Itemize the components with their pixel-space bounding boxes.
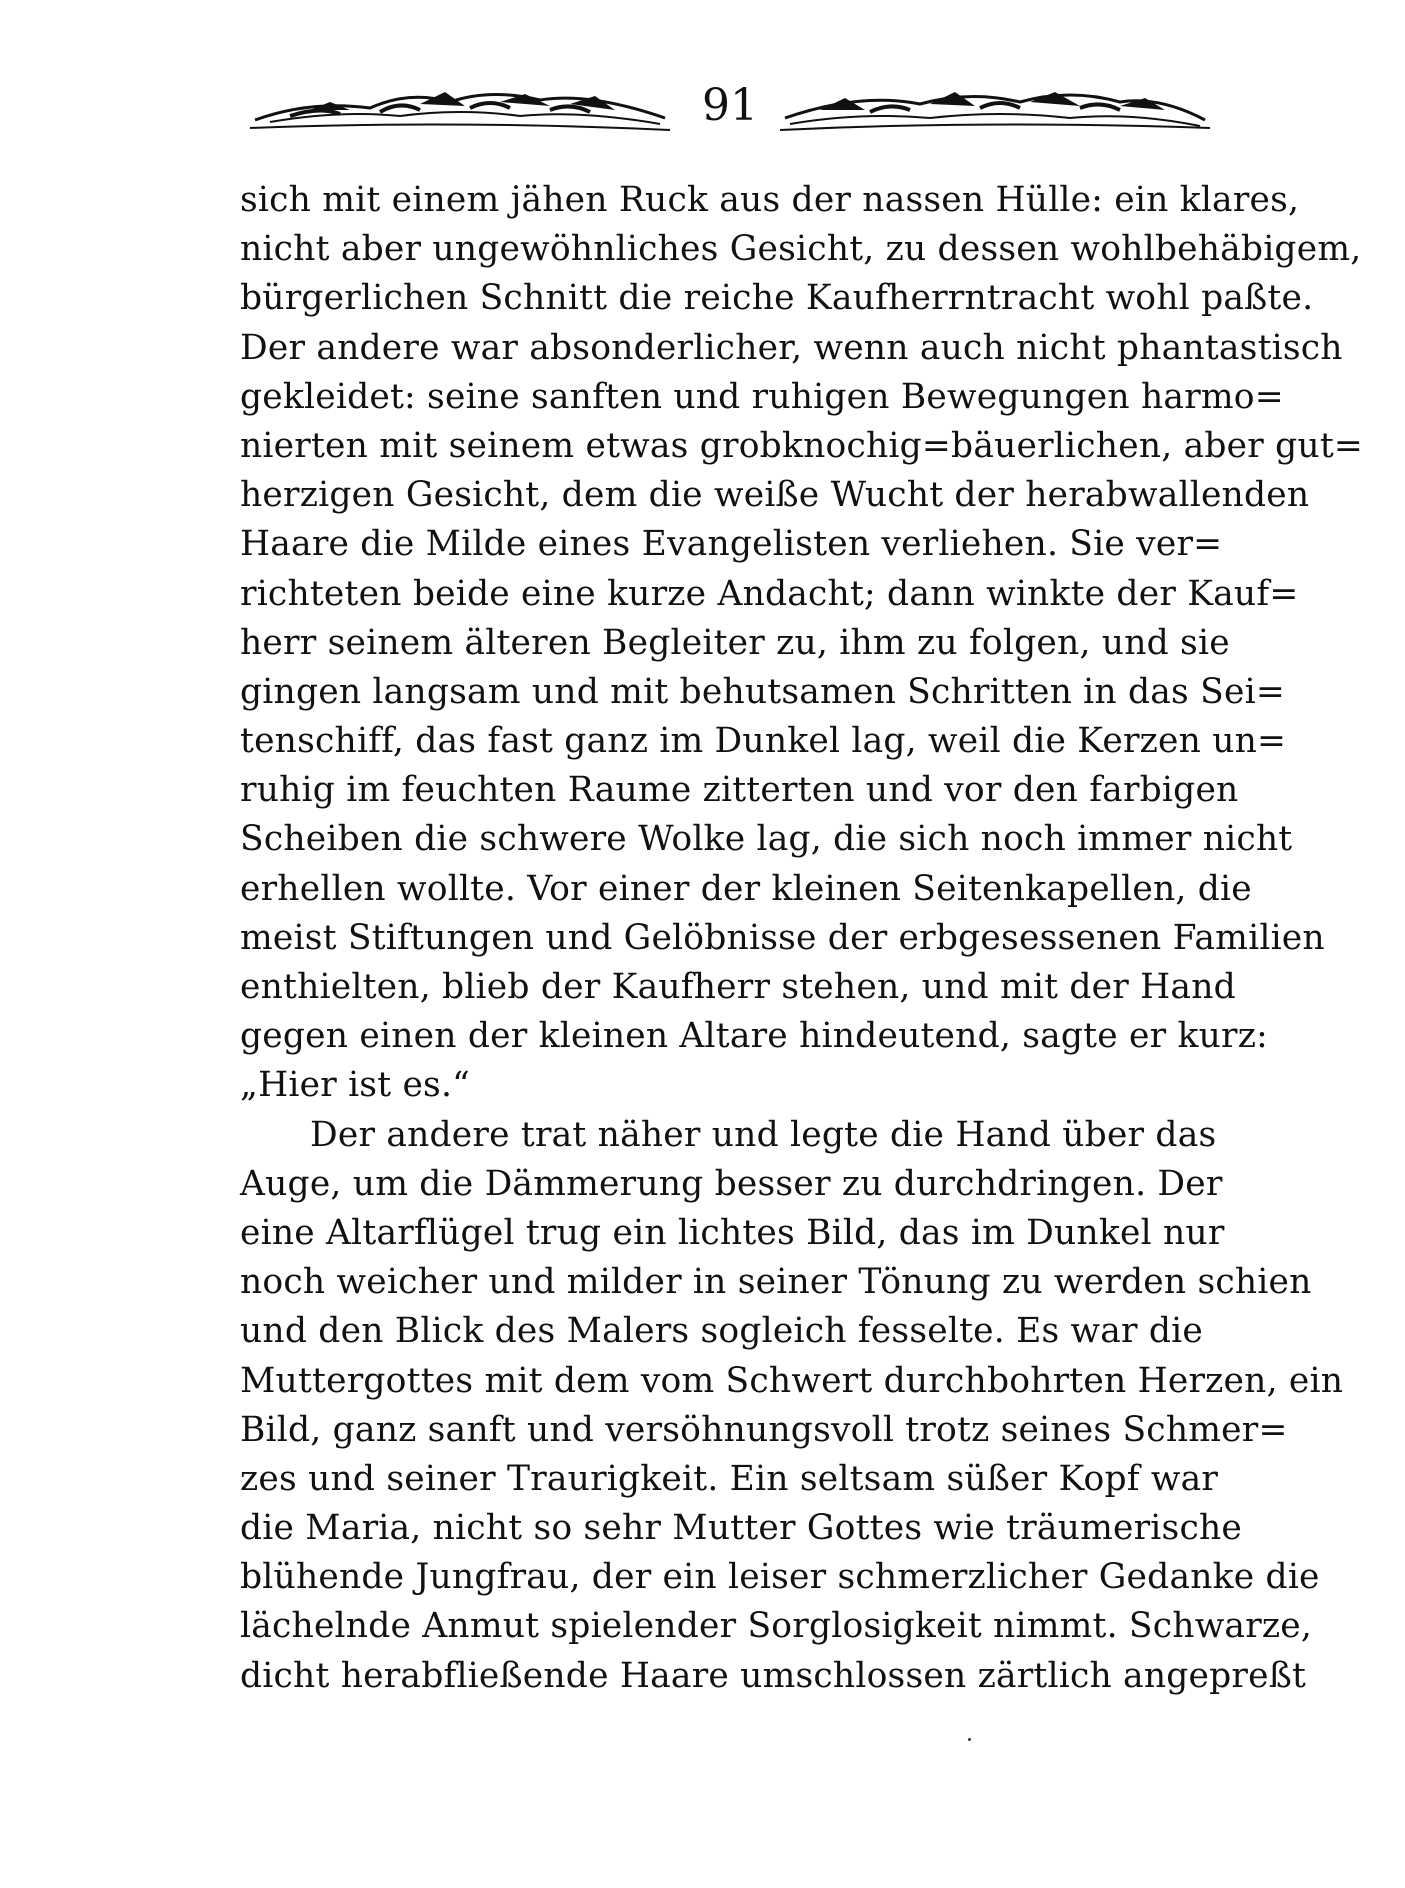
- text-line: herr seinem älteren Begleiter zu, ihm zu folgen, und sie: [240, 622, 1230, 663]
- text-line: die Maria, nicht so sehr Mutter Gottes wie träumerische: [240, 1508, 1242, 1549]
- text-line: eine Altarflügel trug ein lichtes Bild, das im Dunkel nur: [240, 1212, 1225, 1253]
- text-line: Muttergottes mit dem vom Schwert durchbohrten Herzen, ein: [240, 1360, 1344, 1401]
- text-line: lächelnde Anmut spielender Sorglosigkeit nimmt. Schwarze,: [240, 1606, 1313, 1647]
- text-line: blühende Jungfrau, der ein leiser schmerzlicher Gedanke die: [240, 1557, 1320, 1598]
- text-line: nicht aber ungewöhnliches Gesicht, zu dessen wohlbehäbigem,: [240, 229, 1362, 270]
- text-line: herzigen Gesicht, dem die weiße Wucht der herabwallenden: [240, 475, 1310, 516]
- text-line: meist Stiftungen und Gelöbnisse der erbgesessenen Familien: [240, 917, 1325, 958]
- text-line: tenschiff, das fast ganz im Dunkel lag, weil die Kerzen un=: [240, 721, 1287, 762]
- text-line: gingen langsam und mit behutsamen Schritten in das Sei=: [240, 671, 1285, 712]
- text-line: gekleidet: seine sanften und ruhigen Bewegungen harmo=: [240, 376, 1284, 417]
- text-line: enthielten, blieb der Kaufherr stehen, und mit der Hand: [240, 967, 1236, 1007]
- text-line: Auge, um die Dämmerung besser zu durchdringen. Der: [240, 1163, 1223, 1204]
- text-line: dicht herabfließende Haare umschlossen zärtlich angepreßt: [240, 1655, 1307, 1696]
- page-header: [250, 70, 1210, 140]
- text-line: Bild, ganz sanft und versöhnungsvoll trotz seines Schmer=: [240, 1409, 1288, 1450]
- right-ornament-icon: [780, 80, 1210, 140]
- text-line: noch weicher und milder in seiner Tönung zu werden schien: [240, 1262, 1312, 1303]
- text-line: Haare die Milde eines Evangelisten verliehen. Sie ver=: [240, 524, 1223, 565]
- text-line: sich mit einem jähen Ruck aus der nassen Hülle: ein klares,: [240, 180, 1300, 220]
- text-line: Der andere trat näher und legte die Hand über das: [310, 1114, 1217, 1155]
- left-ornament-icon: [250, 80, 670, 140]
- text-line: Der andere war absonderlicher, wenn auch nicht phantastisch: [240, 327, 1343, 368]
- text-line: richteten beide eine kurze Andacht; dann winkte der Kauf=: [240, 573, 1299, 614]
- text-line: „Hier ist es.“: [240, 1065, 470, 1106]
- page-number: 91: [702, 80, 758, 131]
- text-line: nierten mit seinem etwas grobknochig=bäuerlichen, aber gut=: [240, 425, 1363, 466]
- text-line: zes und seiner Traurigkeit. Ein seltsam süßer Kopf war: [240, 1458, 1219, 1499]
- body-text: [240, 176, 1363, 1701]
- ink-speck: [968, 1738, 971, 1741]
- text-line: ruhig im feuchten Raume zitterten und vor den farbigen: [240, 770, 1239, 811]
- text-line: Scheiben die schwere Wolke lag, die sich noch immer nicht: [240, 819, 1293, 860]
- text-line: erhellen wollte. Vor einer der kleinen Seitenkapellen, die: [240, 868, 1252, 909]
- text-line: gegen einen der kleinen Altare hindeutend, sagte er kurz:: [240, 1016, 1268, 1057]
- text-line: bürgerlichen Schnitt die reiche Kaufherrntracht wohl paßte.: [240, 278, 1314, 319]
- text-line: und den Blick des Malers sogleich fesselte. Es war die: [240, 1311, 1204, 1352]
